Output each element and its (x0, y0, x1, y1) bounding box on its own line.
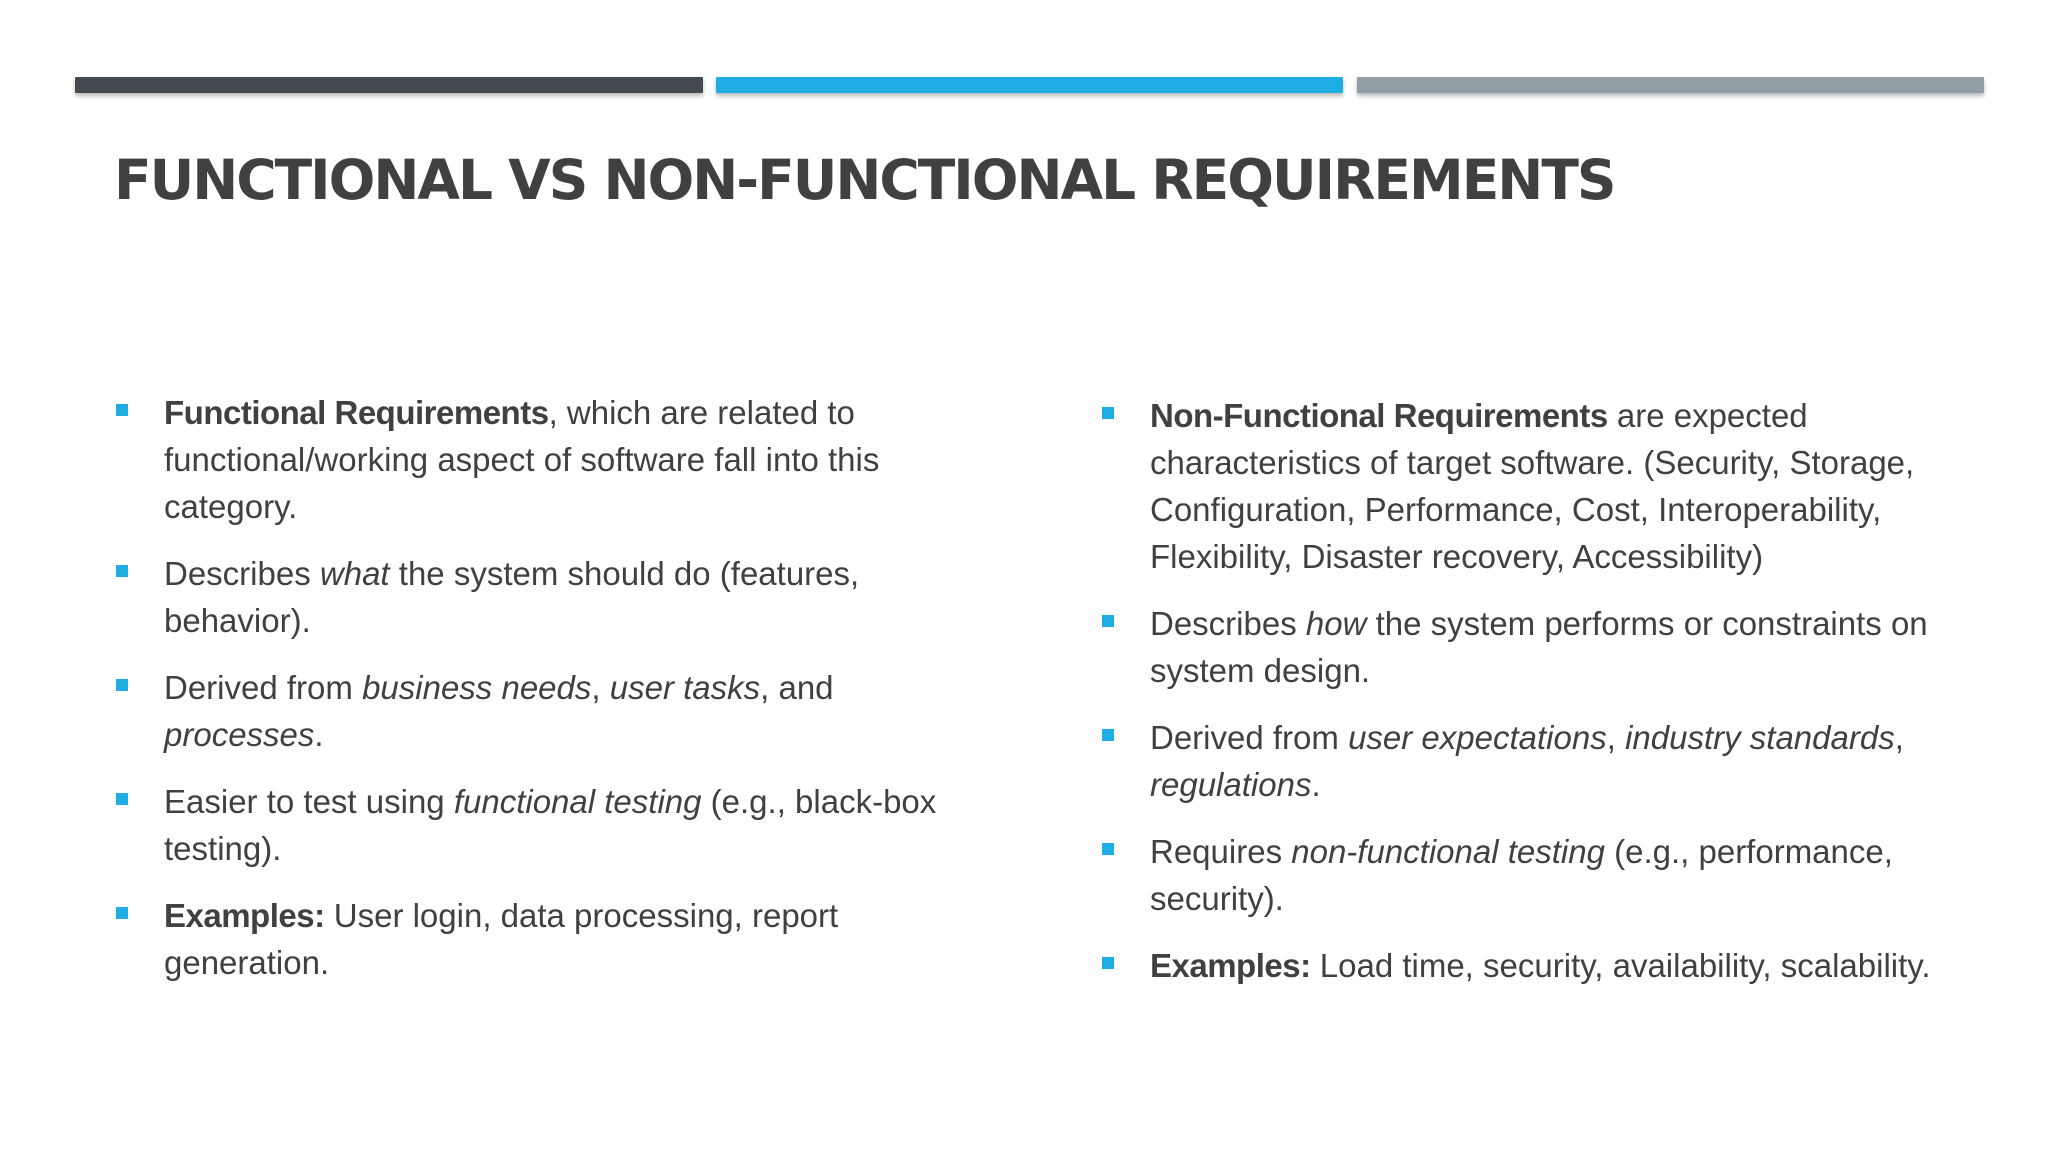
bullet-text (1150, 719, 1904, 803)
accent-bar-gray (1357, 77, 1984, 93)
square-bullet-icon (116, 679, 128, 691)
accent-bar-dark (75, 77, 703, 93)
bullet-item (114, 664, 984, 758)
bullet-item (1100, 392, 1980, 580)
emphasis-text: user expectations (1348, 719, 1607, 756)
emphasis-text: functional testing (453, 783, 702, 820)
bullet-text (164, 394, 879, 525)
text-segment: , and (760, 669, 834, 706)
bullet-item (1100, 714, 1980, 808)
slide-title: FUNCTIONAL VS NON-FUNCTIONAL REQUIREMENTS (114, 148, 1615, 212)
text-segment: the system should do (features, behavior). (164, 555, 860, 639)
text-segment: , (591, 669, 610, 706)
square-bullet-icon (1102, 729, 1114, 741)
bullet-text (164, 555, 859, 639)
text-segment: (e.g., performance, security). (1150, 833, 1893, 917)
text-segment: (e.g., black-box testing). (164, 783, 937, 867)
text-segment: User login, data processing, report generation. (164, 897, 839, 981)
emphasis-text: regulations (1150, 766, 1312, 803)
text-segment: , (1606, 719, 1626, 756)
emphasis-text: how (1305, 605, 1367, 642)
text-segment: Describes (1150, 605, 1306, 642)
bullet-text (164, 669, 834, 753)
text-segment: , which are related to functional/working aspect of software fall into this category. (164, 394, 880, 525)
square-bullet-icon (116, 565, 128, 577)
bullet-item (1100, 828, 1980, 922)
bullet-item (1100, 600, 1980, 694)
bullet-text (1150, 947, 1931, 984)
bullet-item (1100, 942, 1980, 989)
bullet-item (114, 892, 984, 986)
bullet-text (1150, 605, 1928, 689)
emphasis-text: what (319, 555, 390, 592)
text-segment: . (1311, 766, 1321, 803)
emphasis-text: processes (164, 716, 315, 753)
bullet-text (1150, 833, 1893, 917)
emphasis-text: industry standards (1625, 719, 1895, 756)
bullet-item (114, 550, 984, 644)
bullet-text (1150, 397, 1914, 575)
square-bullet-icon (1102, 407, 1114, 419)
text-segment: Requires (1150, 833, 1292, 870)
bold-term: Examples: (164, 897, 325, 934)
bullet-text (164, 897, 838, 981)
bullet-item (114, 389, 984, 530)
emphasis-text: business needs (362, 669, 592, 706)
square-bullet-icon (116, 793, 128, 805)
non-functional-requirements-list (1100, 392, 1980, 1009)
square-bullet-icon (1102, 843, 1114, 855)
bullet-text (164, 783, 936, 867)
text-segment: are expected characteristics of target software. (Security, Storage, Configuration, Performance, Cost, Interoperability, Flexibility, Disaster recovery, Accessibility) (1150, 397, 1915, 575)
text-segment: the system performs or constraints on system design. (1150, 605, 1928, 689)
bold-term: Non-Functional Requirements (1150, 397, 1608, 434)
text-segment: , (1894, 719, 1904, 756)
bullet-item (114, 778, 984, 872)
text-segment: Derived from (1150, 719, 1349, 756)
text-segment: . (314, 716, 324, 753)
text-segment: Load time, security, availability, scalability. (1310, 947, 1931, 984)
text-segment: Describes (164, 555, 320, 592)
emphasis-text: user tasks (609, 669, 761, 706)
text-segment: Derived from (164, 669, 363, 706)
emphasis-text: non-functional testing (1291, 833, 1605, 870)
text-segment: Easier to test using (164, 783, 454, 820)
square-bullet-icon (116, 907, 128, 919)
functional-requirements-list (114, 389, 984, 1006)
bold-term: Examples: (1150, 947, 1311, 984)
square-bullet-icon (1102, 957, 1114, 969)
square-bullet-icon (1102, 615, 1114, 627)
square-bullet-icon (116, 404, 128, 416)
accent-bar-blue (716, 77, 1343, 93)
bold-term: Functional Requirements (164, 394, 549, 431)
